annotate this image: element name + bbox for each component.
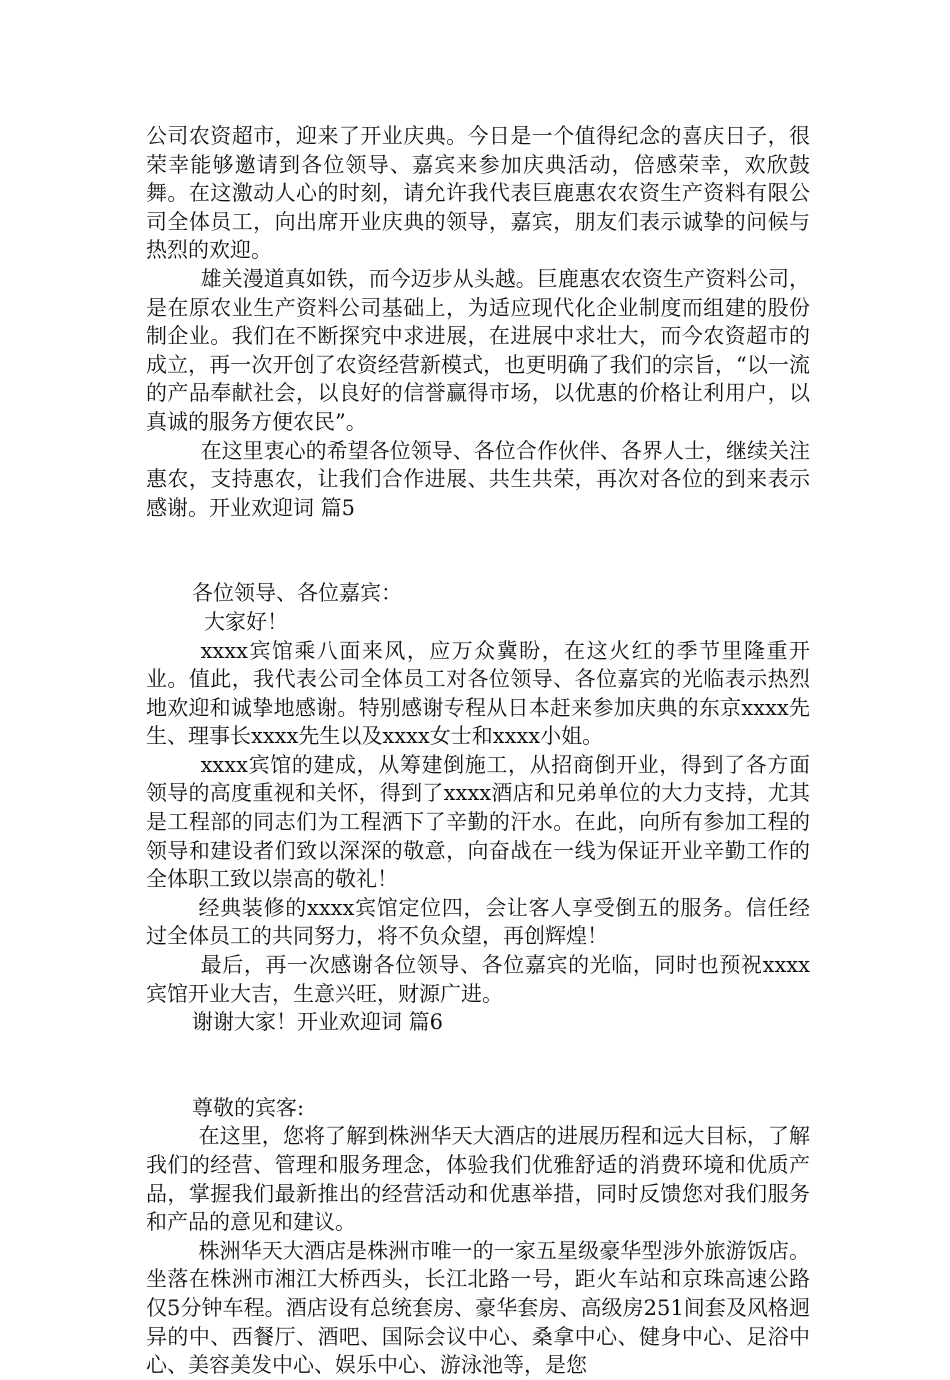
paragraph-final-thanks: 最后，再一次感谢各位领导、各位嘉宾的光临，同时也预祝xxxx宾馆开业大吉，生意兴旺，财源广进。 (146, 953, 810, 1006)
paragraph-hotel-decoration: 经典装修的xxxx宾馆定位四，会让客人享受倒五的服务。信任经过全体员工的共同努力，将不负众望，再创辉煌！ (146, 895, 810, 949)
closing-thanks: 谢谢大家！开业欢迎词 篇6 (192, 1010, 444, 1035)
salutation-leaders: 各位领导、各位嘉宾： (192, 581, 402, 606)
salutation-guests: 尊敬的宾客: (192, 1095, 305, 1120)
section-gap (146, 522, 810, 579)
document-body (146, 122, 810, 1380)
paragraph-opening: 公司农资超市，迎来了开业庆典。今日是一个值得纪念的喜庆日子，很荣幸能够邀请到各位领导、嘉宾来参加庆典活动，倍感荣幸，欢欣鼓舞。在这激动人心的时刻，请允许我代表巨鹿惠农农资生产资料有限公司全体员工，向出席开业庆典的领导，嘉宾，朋友们表示诚挚的问候与热烈的欢迎。 (146, 124, 810, 263)
section-gap (146, 1037, 810, 1094)
paragraph-hotel-description: 株洲华天大酒店是株洲市唯一的一家五星级豪华型涉外旅游饭店。坐落在株洲市湘江大桥西头，长江北路一号，距火车站和京珠高速公路仅5分钟车程。酒店设有总统套房、豪华套房、高级房251间套及风格迥异的中、西餐厅、酒吧、国际会议中心、桑拿中心、健身中心、足浴中心、美容美发中心、娱乐中心、游泳池等，是您 (146, 1238, 810, 1378)
paragraph-company-history: 雄关漫道真如铁，而今迈步从头越。巨鹿惠农农资生产资料公司，是在原农业生产资料公司基础上，为适应现代化企业制度而组建的股份制企业。我们在不断探究中求进展，在进展中求壮大，而今农资超市的成立，再一次开创了农资经营新模式，也更明确了我们的宗旨，“以一流的产品奉献社会，以良好的信誉赢得市场，以优惠的价格让利用户，以真诚的服务方便农民”。 (146, 266, 810, 434)
paragraph-intro: 在这里，您将了解到株洲华天大酒店的进展历程和远大目标，了解我们的经营、管理和服务理念，体验我们优雅舒适的消费环境和优质产品，掌握我们最新推出的经营活动和优惠举措，同时反馈您对我们服务和产品的意见和建议。 (146, 1124, 810, 1235)
greeting: 大家好！ (204, 609, 288, 634)
paragraph-thanks: 在这里衷心的希望各位领导、各位合作伙伴、各界人士，继续关注惠农，支持惠农，让我们合作进展、共生共荣，再次对各位的到来表示感谢。开业欢迎词 篇5 (146, 438, 810, 520)
paragraph-hotel-construction: xxxx宾馆的建成，从筹建倒施工，从招商倒开业，得到了各方面领导的高度重视和关怀，得到了xxxx酒店和兄弟单位的大力支持，尤其是工程部的同志们为工程洒下了辛勤的汗水。在此，向所有参加工程的领导和建设者们致以深深的敬意，向奋战在一线为保证开业辛勤工作的全体职工致以崇高的敬礼！ (146, 752, 810, 892)
paragraph-hotel-opening: xxxx宾馆乘八面来风，应万众冀盼，在这火红的季节里隆重开业。值此，我代表公司全体员工对各位领导、各位嘉宾的光临表示热烈地欢迎和诚挚地感谢。特别感谢专程从日本赶来参加庆典的东京xxxx先生、理事长xxxx先生以及xxxx女士和xxxx小姐。 (146, 638, 810, 749)
